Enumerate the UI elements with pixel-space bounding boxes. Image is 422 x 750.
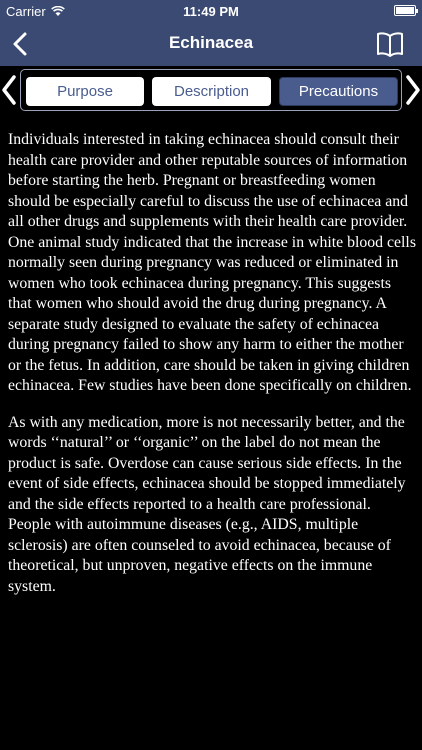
tab-precautions[interactable] [279, 77, 398, 106]
battery-icon [394, 5, 416, 16]
tab-description-label: Description [173, 83, 250, 100]
paragraph: Individuals interested in taking echinacea should consult their health care provider and other reputable sources of information before starting the herb. Pregnant or breastfeeding women should be especially careful to discuss the use of echinacea and all other drugs and supplements with their health care provider. One animal study indicated that the increase in white blood cells normally seen during pregnancy was reduced or eliminated in women who took echinacea during pregnancy. This suggests that women who should avoid the drug during pregnancy. A separate study designed to evaluate the safety of echinacea during pregnancy failed to show any harm to either the mother or the fetus. In addition, care should be taken in giving children echinacea. Few studies have been done specifically on children. [8, 131, 416, 394]
next-arrow-icon[interactable] [404, 74, 422, 106]
tab-precautions-label: Precautions [298, 83, 379, 100]
tab-purpose[interactable] [26, 77, 144, 106]
paragraph: As with any medication, more is not necessarily better, and the words ‘‘natural’’ or ‘‘organic’’ on the label do not mean the product is safe. Overdose can cause serious side effects. In the event of side effects, echinacea should be stopped immediately and the side effects reported to a health care professional. People with autoimmune diseases (e.g., AIDS, multiple sclerosis) are often counseled to avoid echinacea, because of theoretical, but unproven, negative effects on the immune system. [8, 413, 406, 595]
book-icon[interactable] [376, 31, 404, 57]
tab-description[interactable] [152, 77, 271, 106]
tab-purpose-label: Purpose [57, 83, 113, 100]
segmented-control [20, 69, 402, 111]
section-tab-bar [0, 66, 422, 116]
page-title: Echinacea [168, 33, 254, 52]
article-content [8, 130, 416, 613]
status-bar [0, 0, 422, 22]
status-time: 11:49 PM [183, 4, 239, 19]
previous-arrow-icon[interactable] [0, 74, 18, 106]
navigation-bar [0, 22, 422, 66]
carrier-label: Carrier [6, 4, 46, 19]
